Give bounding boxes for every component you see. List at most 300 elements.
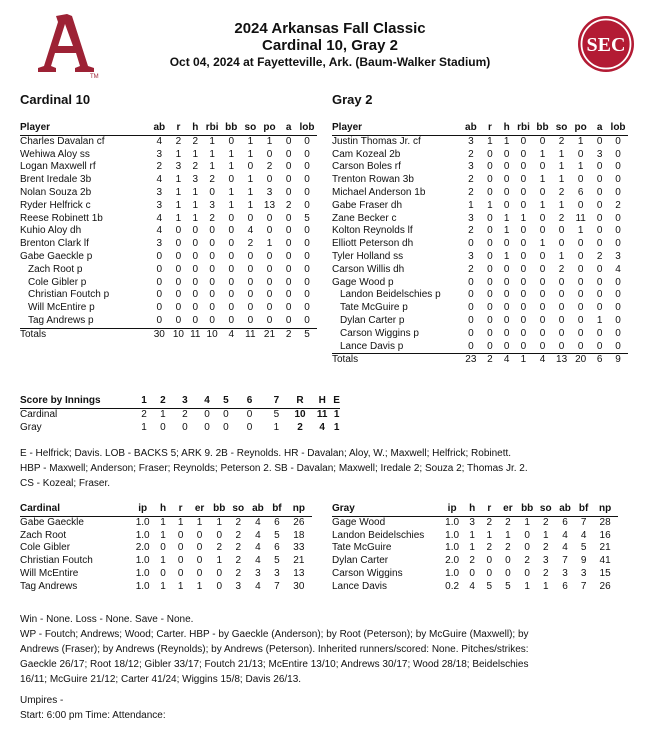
stat-cell: 1 [160, 580, 166, 592]
stat-cell: 0 [539, 161, 546, 173]
stat-cell: 0 [615, 148, 621, 160]
stat-cell: 0 [175, 238, 182, 250]
innings-row [20, 422, 340, 435]
inning-score: 0 [160, 421, 166, 433]
stat-cell: 0 [285, 186, 292, 198]
stat-cell: 7 [580, 516, 587, 528]
stat-cell: 1 [247, 135, 254, 147]
stat-cell: 0 [596, 289, 603, 301]
stat-cell: 1 [196, 580, 203, 592]
player-row [332, 302, 628, 315]
stat-cell: 0 [520, 289, 527, 301]
stat-cell: 0 [280, 315, 297, 328]
stat-cell: 0 [156, 276, 163, 288]
stat-cell: 0 [577, 314, 584, 326]
player-row [20, 264, 317, 277]
final-score: Cardinal 10, Gray 2 [262, 37, 398, 54]
player-name: Dylan Carter p [340, 314, 405, 326]
stat-cell: 0 [175, 263, 182, 275]
pitcher-row [332, 581, 618, 594]
stat-cell: 9 [580, 555, 587, 567]
stat-cell: 2.0 [445, 555, 460, 567]
player-row [332, 277, 628, 290]
stat-cell: 0 [520, 199, 527, 211]
column-header: lob [608, 122, 628, 135]
totals-cell: 13 [556, 354, 568, 366]
stat-cell: 1 [175, 212, 182, 224]
stat-cell: 0 [285, 148, 292, 160]
stat-cell: 3 [175, 161, 182, 173]
inning-score: 0 [204, 421, 210, 433]
team-name: Gray [20, 421, 42, 433]
stat-cell: 0 [209, 238, 215, 250]
cardinal-team-heading: Cardinal 10 [20, 92, 91, 107]
stat-cell: 0 [553, 341, 570, 354]
stat-cell: 7 [562, 555, 568, 567]
stat-cell: 0 [228, 289, 234, 301]
player-name: Gabe Fraser dh [332, 199, 403, 211]
player-row [20, 289, 317, 302]
stat-cell: 2 [615, 199, 621, 211]
pitcher-row [20, 568, 312, 581]
cardinal-pitching-table [20, 503, 312, 594]
stat-cell: 0 [175, 289, 182, 301]
stat-cell: 0 [577, 289, 584, 301]
stat-cell: 0 [228, 263, 234, 275]
stat-cell: 2 [486, 516, 493, 528]
column-header: Gray [332, 503, 441, 516]
stat-cell: 0 [596, 327, 603, 339]
inning-score: 5 [273, 408, 280, 420]
stat-cell: 0 [615, 289, 621, 301]
column-header: a [280, 122, 297, 135]
stat-cell: 13 [293, 567, 305, 579]
stat-cell: 0 [247, 250, 254, 262]
stat-cell: 1 [468, 199, 474, 211]
stat-cell: 0 [503, 174, 510, 186]
stat-cell: 1 [228, 148, 234, 160]
header-row [332, 503, 618, 516]
stat-cell: 0 [539, 263, 546, 275]
stat-cell: 0 [247, 289, 254, 301]
stat-cell: 0 [520, 238, 527, 250]
stat-cell: 2 [468, 225, 474, 237]
player-row [332, 238, 628, 251]
stat-cell: 0 [266, 148, 273, 160]
stat-cell: 0 [487, 250, 493, 262]
stat-cell: 0 [228, 174, 234, 186]
stat-cell: 1 [247, 148, 254, 160]
stat-cell: 0 [487, 327, 493, 339]
pitcher-row [332, 555, 618, 568]
stat-cell: 1 [469, 529, 475, 541]
stat-cell: 1 [524, 580, 530, 592]
player-row [332, 328, 628, 341]
stat-cell: 0 [558, 314, 565, 326]
stat-cell: 0 [524, 567, 530, 579]
stat-cell: 0 [577, 250, 584, 262]
pitcher-row [20, 516, 312, 529]
stat-cell: 0 [577, 263, 584, 275]
stat-cell: 1 [542, 529, 549, 541]
stat-cell: 2 [505, 516, 511, 528]
stat-cell: 0 [577, 199, 584, 211]
stat-cell: 2 [285, 199, 292, 211]
stat-cell: 0 [520, 276, 527, 288]
stat-cell: 1 [486, 529, 493, 541]
stat-cell: 3 [156, 148, 163, 160]
pitcher-row [20, 542, 312, 555]
player-name: Wehiwa Aloy ss [20, 148, 90, 160]
stat-cell: 4 [156, 174, 163, 186]
gray-pitching-table [332, 503, 618, 594]
totals-row [332, 354, 628, 367]
stat-cell: 2 [235, 516, 242, 528]
pitching-note-line: Gaeckle 26/17; Root 18/12; Gibler 33/17; Foutch 21/13; McEntire 13/10; Andrews 30/17; Wood 28/18; Beidelschies [20, 659, 529, 670]
stat-cell: 0 [558, 289, 565, 301]
stat-cell: 0 [285, 212, 292, 224]
player-name: Kuhio Aloy dh [20, 225, 82, 237]
stat-cell: 0 [228, 212, 234, 224]
stat-cell: 0 [505, 555, 511, 567]
stat-cell: 0 [486, 567, 493, 579]
player-row [332, 315, 628, 328]
pitcher-name: Zach Root [20, 529, 67, 541]
pitcher-row [20, 530, 312, 543]
stat-cell: 0 [468, 314, 474, 326]
stat-cell: 1 [216, 516, 223, 528]
stat-cell: 0 [304, 174, 310, 186]
stat-cell: 0 [487, 212, 493, 224]
sec-logo-text: SEC [586, 34, 626, 56]
stat-cell: 0 [539, 212, 546, 224]
stat-cell: 0 [503, 148, 510, 160]
stat-cell: 2 [209, 212, 215, 224]
stat-cell: 0 [487, 148, 493, 160]
stat-cell: 1.0 [445, 516, 460, 528]
stat-cell: 0 [615, 314, 621, 326]
player-name: Cole Gibler p [28, 276, 87, 288]
player-row [332, 251, 628, 264]
pitching-note-line: WP - Foutch; Andrews; Wood; Carter. HBP - by Gaeckle (Anderson); by Root (Peterson); by McGuire (Maxwell); by [20, 629, 529, 640]
stat-cell: 5 [274, 555, 280, 567]
stat-cell: 0 [520, 135, 527, 147]
column-header: 3 [172, 395, 197, 408]
stat-cell: 0 [615, 302, 621, 314]
stat-cell: 1 [175, 174, 182, 186]
stat-cell: 1 [175, 199, 182, 211]
stat-cell: 2 [216, 542, 223, 554]
column-header: E [333, 395, 340, 408]
stat-cell: 0 [175, 225, 182, 237]
stat-cell: 0 [539, 225, 546, 237]
stat-cell: 1.0 [135, 516, 150, 528]
stat-cell: 0 [577, 302, 584, 314]
column-header: r [172, 503, 190, 516]
stat-cell: 0 [615, 327, 621, 339]
player-name: Gabe Gaeckle p [20, 250, 93, 262]
stat-cell: 0 [558, 225, 565, 237]
stat-cell: 3 [596, 148, 603, 160]
stat-cell: 0 [175, 276, 182, 288]
stat-cell: 3 [468, 250, 474, 262]
stat-cell: 2 [542, 542, 549, 554]
stat-cell: 0 [216, 580, 223, 592]
stat-cell: 0 [247, 276, 254, 288]
totals-cell: 11 [190, 328, 201, 340]
totals-cell: 4 [228, 328, 234, 340]
stat-cell: 2 [468, 186, 474, 198]
column-header: np [592, 503, 618, 516]
stat-cell: 0 [524, 529, 530, 541]
stat-cell: 1 [487, 135, 493, 147]
player-name: Tyler Holland ss [332, 250, 404, 262]
stat-cell: 0 [160, 567, 166, 579]
innings-row [20, 408, 340, 421]
column-header: er [498, 503, 518, 516]
stat-cell: 0 [177, 542, 184, 554]
totals-cell: 5 [304, 328, 310, 340]
stat-cell: 0 [520, 314, 527, 326]
stat-cell: 0 [532, 341, 553, 354]
stat-cell: 0 [487, 314, 493, 326]
player-name: Carson Willis dh [332, 263, 405, 275]
stat-cell: 0 [468, 276, 474, 288]
stat-cell: 0 [577, 238, 584, 250]
stat-cell: 6 [274, 516, 280, 528]
stat-cell: 1 [542, 580, 549, 592]
column-header: rbi [515, 122, 532, 135]
stat-cell: 0 [558, 327, 565, 339]
totals-row [20, 328, 317, 341]
stat-cell: 0 [596, 212, 603, 224]
stat-cell: 2 [505, 542, 511, 554]
stat-cell: 1 [228, 199, 234, 211]
stat-cell: 1.0 [135, 555, 150, 567]
stat-cell: 13 [263, 199, 276, 211]
stat-cell: 0 [285, 135, 292, 147]
stat-cell: 0 [539, 250, 546, 262]
stat-cell: 33 [293, 542, 305, 554]
stat-cell: 1 [175, 186, 182, 198]
stat-cell: 1.0 [445, 567, 460, 579]
stat-cell: 1 [177, 580, 184, 592]
stat-cell: 3 [468, 135, 474, 147]
stat-cell: 1 [160, 529, 166, 541]
stat-cell: 0 [596, 135, 603, 147]
stat-cell: 0 [503, 161, 510, 173]
stat-cell: 0 [503, 238, 510, 250]
stat-cell: 5 [274, 529, 280, 541]
stat-cell: 1 [266, 238, 273, 250]
stat-cell: 3 [562, 567, 568, 579]
stat-cell: 0 [487, 289, 493, 301]
stat-cell: 0 [304, 161, 310, 173]
stat-cell: 0 [247, 212, 254, 224]
stat-cell: 0 [596, 199, 603, 211]
stat-cell: 0 [515, 341, 532, 354]
header-row [20, 122, 317, 135]
column-header: po [570, 122, 591, 135]
umpires: Umpires - [20, 695, 64, 706]
stat-cell: 0 [304, 199, 310, 211]
inning-score: 10 [294, 408, 306, 420]
stat-cell: 0 [520, 327, 527, 339]
stat-cell: 0 [615, 135, 621, 147]
pitcher-name: Cole Gibler [20, 542, 71, 554]
player-name: Will McEntire p [28, 302, 95, 314]
stat-cell: 5 [304, 212, 310, 224]
stat-cell: 0 [209, 186, 215, 198]
column-header: bb [518, 503, 537, 516]
stat-cell: 0 [304, 135, 310, 147]
stat-cell: 0 [596, 174, 603, 186]
stat-cell: 0 [160, 542, 166, 554]
header-row [20, 503, 312, 516]
stat-cell: 0 [558, 276, 565, 288]
stat-cell: 0 [468, 327, 474, 339]
stat-cell: 0 [228, 250, 234, 262]
stat-cell: 1 [160, 516, 166, 528]
totals-cell: 10 [206, 328, 218, 340]
stat-cell: 0 [196, 542, 203, 554]
stat-cell: 2 [468, 174, 474, 186]
player-row [20, 200, 317, 213]
totals-cell: 10 [172, 328, 184, 340]
stat-cell: 0 [503, 276, 510, 288]
stat-cell: 1 [216, 555, 223, 567]
inning-score: 2 [297, 421, 303, 433]
stat-cell: 0 [266, 212, 273, 224]
stat-cell: 2 [209, 174, 215, 186]
stat-cell: 0 [520, 148, 527, 160]
stat-cell: 3 [255, 567, 261, 579]
stat-cell: 1 [596, 314, 603, 326]
stat-cell: 3 [468, 212, 474, 224]
stat-cell: 0 [196, 555, 203, 567]
stat-cell: 0 [487, 225, 493, 237]
player-row [332, 135, 628, 148]
player-row [20, 315, 317, 328]
stat-cell: 26 [293, 516, 305, 528]
stat-cell: 4 [562, 542, 568, 554]
stat-cell: 1 [266, 135, 273, 147]
stat-cell: 0 [520, 186, 527, 198]
column-header: h [464, 503, 481, 516]
stat-cell: 0 [209, 263, 215, 275]
inning-score: 0 [246, 421, 253, 433]
stat-cell: 4 [580, 529, 587, 541]
stat-cell: 0 [539, 135, 546, 147]
stat-cell: 0 [505, 567, 511, 579]
stat-cell: 0 [228, 302, 234, 314]
pitcher-name: Gage Wood [332, 516, 386, 528]
stat-cell: 3 [156, 238, 163, 250]
column-header: bb [221, 122, 242, 135]
totals-cell: 6 [596, 354, 603, 366]
player-row [20, 135, 317, 148]
stat-cell: 1 [192, 186, 199, 198]
stat-cell: 4 [156, 135, 163, 147]
inning-score: 0 [182, 421, 188, 433]
player-row [20, 149, 317, 162]
column-header: Cardinal [20, 503, 131, 516]
column-header: r [481, 503, 498, 516]
stat-cell: 0 [304, 148, 310, 160]
column-header: ip [131, 503, 154, 516]
stat-cell: 4 [156, 225, 163, 237]
stat-cell: 0 [520, 174, 527, 186]
stat-cell: 0 [487, 186, 493, 198]
stat-cell: 0 [539, 276, 546, 288]
pitching-note-line: Andrews (Fraser); by Andrews (Reynolds); by Andrews (Peterson). Inherited runners/scored: None. Pitches/strikes: [20, 644, 529, 655]
event-title: 2024 Arkansas Fall Classic [234, 20, 426, 37]
inning-score: 0 [204, 408, 210, 420]
player-name: Lance Davis p [332, 341, 460, 354]
column-header: so [229, 503, 248, 516]
stat-cell: 18 [293, 529, 305, 541]
totals-cell: 30 [153, 328, 165, 340]
player-name: Cam Kozeal 2b [332, 148, 401, 160]
stat-cell: 15 [599, 567, 611, 579]
player-name: Christian Foutch p [28, 289, 110, 301]
pitcher-name: Carson Wiggins [332, 567, 403, 579]
totals-cell: 21 [263, 328, 276, 340]
stat-cell: 4 [255, 516, 261, 528]
stat-cell: 4 [255, 580, 261, 592]
stat-cell: 0 [156, 302, 163, 314]
stat-cell: 3 [468, 161, 474, 173]
stat-cell: 0 [170, 315, 187, 328]
pitcher-name: Lance Davis [332, 580, 388, 592]
stat-cell: 21 [293, 555, 305, 567]
stat-cell: 0 [577, 276, 584, 288]
stat-cell: 1 [192, 148, 199, 160]
totals-cell: 9 [615, 354, 621, 366]
stat-cell: 0 [228, 276, 234, 288]
stat-cell: 16 [599, 529, 611, 541]
stat-cell: 0 [304, 225, 310, 237]
column-header: bb [210, 503, 229, 516]
stat-cell: 6 [562, 516, 568, 528]
stat-cell: 1 [558, 174, 565, 186]
stat-cell: 0 [192, 263, 199, 275]
pitching-notes [20, 612, 645, 687]
inning-score: 0 [223, 421, 229, 433]
cardinal-batting-table [20, 122, 317, 342]
stat-cell: 0 [503, 263, 510, 275]
column-header: 7 [264, 395, 289, 408]
pitcher-row [20, 581, 312, 594]
stat-cell: 0 [615, 225, 621, 237]
stat-cell: 0 [304, 186, 310, 198]
pitcher-row [332, 568, 618, 581]
stat-cell: 0 [596, 276, 603, 288]
stat-cell: 0 [487, 276, 493, 288]
stat-cell: 0 [285, 225, 292, 237]
pitcher-name: Tate McGuire [332, 542, 392, 554]
team-name: Cardinal [20, 408, 58, 420]
stat-cell: 1 [228, 186, 234, 198]
stat-cell: 41 [599, 555, 611, 567]
column-header: er [189, 503, 209, 516]
pitcher-row [332, 530, 618, 543]
stat-cell: 0 [177, 555, 184, 567]
stat-cell: 3 [235, 580, 242, 592]
stat-cell: 0 [615, 212, 621, 224]
stat-cell: 3 [542, 555, 549, 567]
stat-cell: 0 [596, 302, 603, 314]
